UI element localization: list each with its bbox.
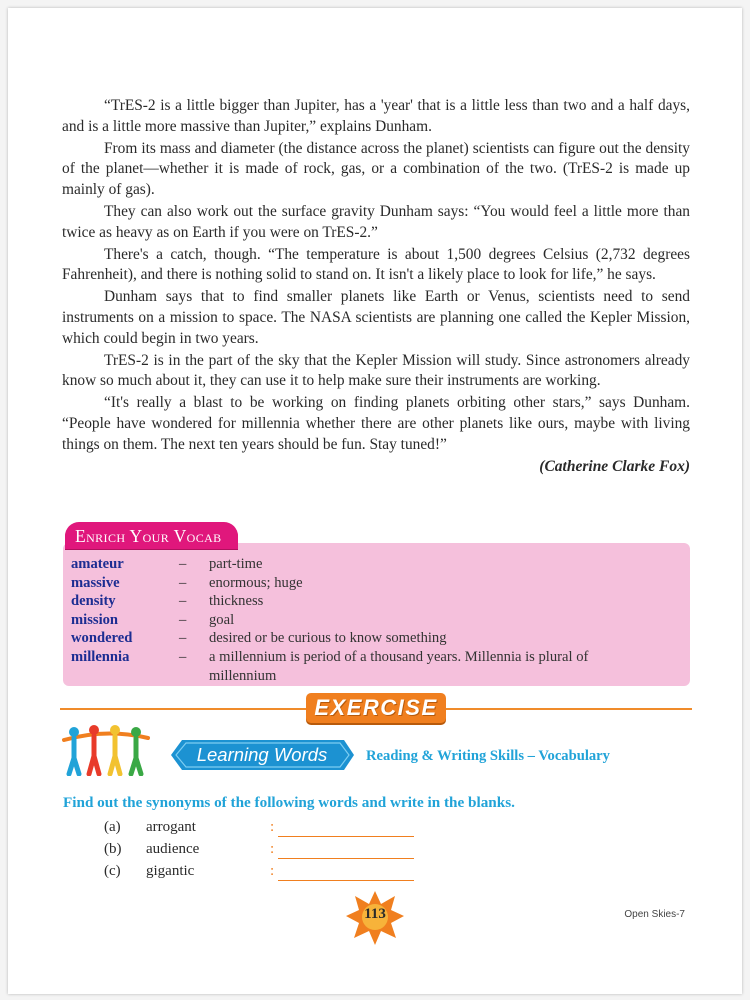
article-paragraph: “TrES-2 is a little bigger than Jupiter, has a 'year' that is a little less than two and a half days, and is a little more massive than Jupiter,” explains Dunham. bbox=[62, 97, 690, 135]
vocab-dash: – bbox=[179, 574, 187, 591]
vocab-word: mission bbox=[71, 611, 119, 628]
vocab-heading: Enrich Your Vocab bbox=[65, 522, 238, 549]
vocab-meaning: enormous; huge bbox=[209, 574, 303, 591]
vocab-dash: – bbox=[179, 593, 187, 610]
vocab-dash: – bbox=[179, 648, 187, 665]
exercise-instruction: Find out the synonyms of the following words and write in the blanks. bbox=[63, 794, 515, 811]
vocab-dash: – bbox=[179, 556, 187, 572]
question-row bbox=[104, 859, 444, 881]
vocab-word: wondered bbox=[71, 630, 133, 647]
answer-blank[interactable] bbox=[278, 843, 414, 859]
question-label: (c) bbox=[104, 863, 121, 879]
article-paragraph: From its mass and diameter (the distance across the planet) scientists can figure out the density of the planet—whether it is made of rock, gas, or a combination of the two. (TrES-2 is made up mainly of gas). bbox=[62, 139, 690, 199]
question-colon: : bbox=[270, 819, 275, 835]
vocab-meaning: thickness bbox=[209, 593, 264, 610]
article bbox=[62, 96, 690, 477]
vocab-row bbox=[71, 592, 671, 611]
question-row bbox=[104, 837, 444, 859]
vocab-meaning: goal bbox=[209, 611, 235, 628]
question-label: (b) bbox=[104, 841, 122, 857]
question-colon: : bbox=[270, 841, 275, 857]
article-paragraph: There's a catch, though. “The temperature is about 1,500 degrees Celsius (2,732 degrees Fahrenheit), and there is nothing solid to stand on. It isn't a likely place to look for life,” he says. bbox=[62, 245, 690, 284]
article-paragraph: TrES-2 is in the part of the sky that the Kepler Mission will study. Since astronomers already know so much about it, they can use it to help make sure their instruments are working. bbox=[62, 351, 690, 390]
article-paragraph: “It's really a blast to be working on finding planets orbiting other stars,” says Dunham. “People have wondered for millennia whether there are other planets like ours, maybe with living things on them. The next ten years should be fun. Stay tuned!” bbox=[62, 394, 690, 453]
learning-words-title: Learning Words bbox=[196, 744, 328, 765]
question-word: audience bbox=[146, 841, 200, 857]
question-label: (a) bbox=[104, 819, 121, 835]
vocab-word: amateur bbox=[71, 556, 124, 572]
article-paragraph: They can also work out the surface gravity Dunham says: “You would feel a little more than twice as heavy as on Earth if you were on TrES-2.” bbox=[62, 202, 690, 241]
answer-blank[interactable] bbox=[278, 821, 414, 837]
question-word: arrogant bbox=[146, 819, 196, 835]
vocab-word: millennia bbox=[71, 648, 130, 665]
vocab-row bbox=[71, 611, 671, 630]
vocab-dash: – bbox=[179, 630, 187, 647]
skills-subtitle: Reading & Writing Skills – Vocabulary bbox=[366, 748, 610, 764]
vocab-dash: – bbox=[179, 611, 187, 628]
vocab-meaning: desired or be curious to know something bbox=[209, 630, 447, 647]
vocab-row bbox=[71, 629, 671, 648]
question-word: gigantic bbox=[146, 863, 195, 879]
answer-blank[interactable] bbox=[278, 865, 414, 881]
vocab-meaning: part-time bbox=[209, 556, 263, 572]
vocab-word: massive bbox=[71, 574, 120, 591]
vocab-row bbox=[71, 648, 671, 685]
book-title-footer: Open Skies-7 bbox=[624, 909, 685, 920]
question-row bbox=[104, 815, 444, 837]
page-number: 113 bbox=[364, 906, 386, 922]
exercise-badge: EXERCISE bbox=[306, 693, 446, 723]
vocab-list bbox=[71, 555, 671, 685]
vocab-row bbox=[71, 555, 671, 574]
vocab-row bbox=[71, 574, 671, 593]
article-author: (Catherine Clarke Fox) bbox=[539, 457, 690, 475]
children-figures-icon bbox=[60, 724, 152, 776]
article-paragraph: Dunham says that to find smaller planets like Earth or Venus, scientists need to send instruments on a mission to space. The NASA scientists are planning one called the Kepler Mission, which could begin in two years. bbox=[62, 288, 690, 347]
question-colon: : bbox=[270, 863, 275, 879]
vocab-meaning: a millennium is period of a thousand years. Millennia is plural of millennium bbox=[209, 648, 589, 684]
vocab-word: density bbox=[71, 593, 116, 610]
question-list bbox=[104, 815, 444, 881]
